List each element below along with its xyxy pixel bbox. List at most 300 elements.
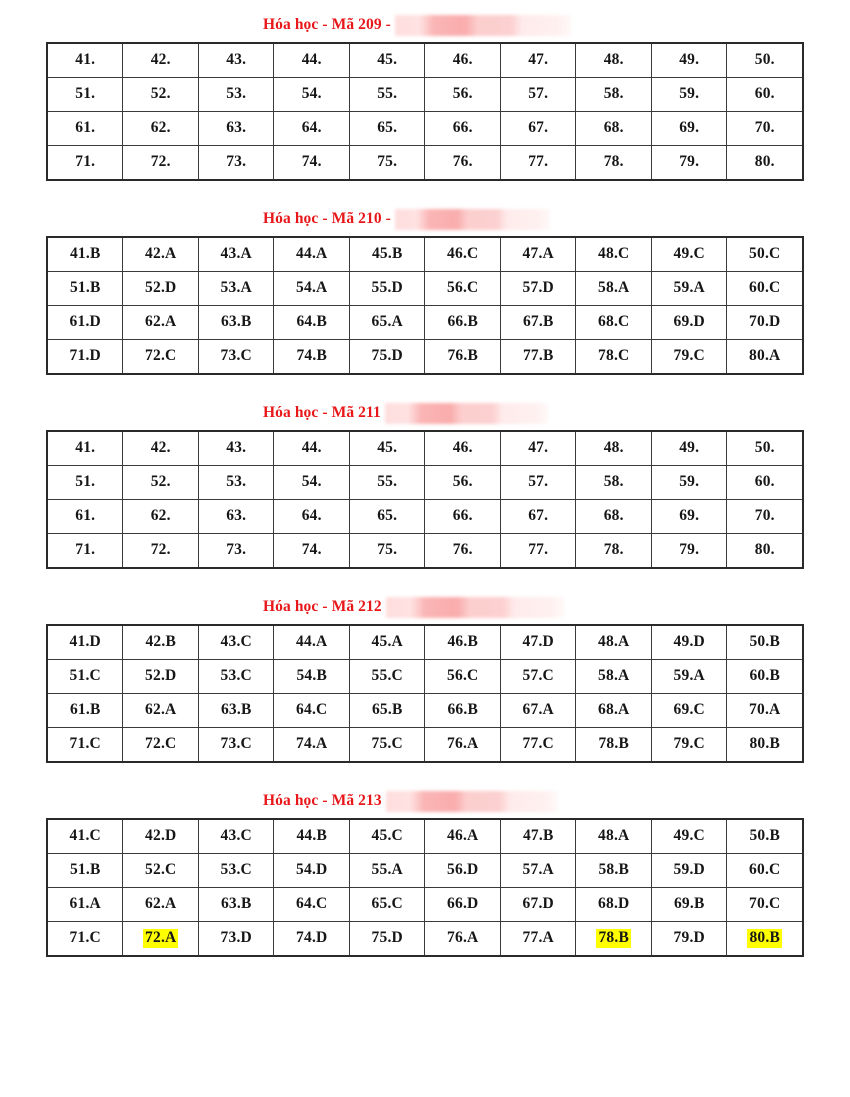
answer-value: 66. xyxy=(452,507,473,525)
answer-value: 47. xyxy=(528,439,549,457)
answer-cell xyxy=(651,146,727,181)
answer-cell xyxy=(425,728,501,763)
answer-value: 61. xyxy=(75,119,96,137)
answer-cell xyxy=(274,306,350,340)
answer-value: 69. xyxy=(679,119,700,137)
answer-cell xyxy=(123,340,199,375)
answer-cell xyxy=(274,237,350,272)
answer-cell xyxy=(425,43,501,78)
answer-value: 70. xyxy=(754,507,775,525)
section-header-211 xyxy=(0,396,850,430)
answer-cell xyxy=(349,500,425,534)
answer-cell xyxy=(47,625,123,660)
answer-cell xyxy=(349,237,425,272)
answer-value: 54.A xyxy=(296,279,328,297)
answer-cell xyxy=(123,146,199,181)
answer-value: 50.B xyxy=(749,827,780,845)
answer-value: 59. xyxy=(679,473,700,491)
answer-section-213 xyxy=(0,784,850,978)
answer-cell xyxy=(47,306,123,340)
table-row xyxy=(47,534,803,569)
answer-value: 68.C xyxy=(598,313,630,331)
answer-cell xyxy=(727,466,803,500)
answer-value: 69. xyxy=(679,507,700,525)
answer-cell xyxy=(576,819,652,854)
answer-value: 68. xyxy=(603,507,624,525)
answer-value: 67.B xyxy=(522,313,554,331)
table-row xyxy=(47,43,803,78)
answer-value: 62. xyxy=(150,119,171,137)
answer-value: 65.A xyxy=(371,313,403,331)
answer-cell xyxy=(123,625,199,660)
answer-cell xyxy=(500,819,576,854)
answer-value: 78. xyxy=(603,541,624,559)
table-row xyxy=(47,854,803,888)
answer-cell xyxy=(425,625,501,660)
answer-cell xyxy=(349,78,425,112)
answer-value: 80.A xyxy=(749,347,781,365)
answer-value: 46.B xyxy=(447,633,478,651)
answer-section-209 xyxy=(0,8,850,202)
answer-cell xyxy=(727,146,803,181)
answer-value: 52.D xyxy=(145,667,177,685)
answer-value: 55. xyxy=(377,85,398,103)
answer-value: 72.C xyxy=(145,347,177,365)
answer-value: 54.D xyxy=(296,861,328,879)
answer-value: 74.D xyxy=(296,929,328,947)
answer-value: 67.D xyxy=(522,895,554,913)
section-header-212 xyxy=(0,590,850,624)
answer-value: 68.D xyxy=(598,895,630,913)
answer-cell xyxy=(500,43,576,78)
answer-value: 71.D xyxy=(69,347,101,365)
answer-cell xyxy=(198,431,274,466)
answer-cell xyxy=(576,272,652,306)
answer-cell xyxy=(576,534,652,569)
answer-cell xyxy=(500,466,576,500)
section-header-209 xyxy=(0,8,850,42)
answer-value: 71.C xyxy=(69,735,101,753)
answer-cell xyxy=(274,431,350,466)
answer-value: 79.D xyxy=(673,929,705,947)
answer-value: 56.C xyxy=(447,279,479,297)
answer-value: 46.A xyxy=(447,827,479,845)
answer-value: 49. xyxy=(679,439,700,457)
answer-cell xyxy=(123,237,199,272)
answer-cell xyxy=(47,237,123,272)
answer-section-210 xyxy=(0,202,850,396)
answer-cell xyxy=(500,78,576,112)
answer-value: 44. xyxy=(301,439,322,457)
answer-value: 61.B xyxy=(69,701,101,719)
answer-value: 73.D xyxy=(220,929,252,947)
answer-cell xyxy=(274,888,350,922)
answer-value: 59.A xyxy=(673,279,705,297)
answer-value: 45.B xyxy=(371,245,403,263)
answer-cell xyxy=(500,728,576,763)
answer-cell xyxy=(500,854,576,888)
answer-cell xyxy=(500,306,576,340)
answer-value: 66.B xyxy=(447,313,478,331)
answer-cell xyxy=(425,466,501,500)
answer-value: 75. xyxy=(377,541,398,559)
answer-cell xyxy=(47,43,123,78)
answer-cell xyxy=(47,888,123,922)
answer-value: 60.C xyxy=(749,861,781,879)
answer-section-211 xyxy=(0,396,850,590)
answer-value: 75.D xyxy=(371,347,403,365)
answer-value: 52. xyxy=(150,85,171,103)
answer-table-211 xyxy=(46,430,804,569)
answer-cell xyxy=(198,340,274,375)
table-row xyxy=(47,146,803,181)
answer-cell xyxy=(651,534,727,569)
table-row xyxy=(47,466,803,500)
answer-cell xyxy=(47,854,123,888)
answer-value: 41.B xyxy=(69,245,101,263)
answer-value: 77.B xyxy=(522,347,554,365)
answer-value: 42.A xyxy=(145,245,177,263)
answer-cell xyxy=(651,306,727,340)
answer-value: 46.C xyxy=(447,245,479,263)
answer-cell xyxy=(500,888,576,922)
answer-value: 64.C xyxy=(296,895,328,913)
answer-value: 42. xyxy=(150,51,171,69)
answer-value: 49.D xyxy=(673,633,705,651)
answer-value: 78.C xyxy=(598,347,630,365)
answer-cell xyxy=(500,534,576,569)
answer-value: 41. xyxy=(75,51,96,69)
answer-cell xyxy=(349,694,425,728)
answer-value: 43. xyxy=(226,51,247,69)
answer-value: 51. xyxy=(75,85,96,103)
answer-cell xyxy=(727,922,803,957)
answer-value: 78. xyxy=(603,153,624,171)
answer-cell xyxy=(47,728,123,763)
answer-cell xyxy=(651,78,727,112)
answer-value: 41.D xyxy=(69,633,101,651)
answer-value: 73. xyxy=(226,541,247,559)
answer-cell xyxy=(500,112,576,146)
section-spacer xyxy=(0,569,850,590)
answer-cell xyxy=(349,431,425,466)
answer-value: 77. xyxy=(528,153,549,171)
section-header-210 xyxy=(0,202,850,236)
answer-cell xyxy=(425,78,501,112)
answer-value: 65.C xyxy=(371,895,403,913)
answer-value: 46. xyxy=(452,439,473,457)
answer-cell xyxy=(349,306,425,340)
answer-value: 56. xyxy=(452,85,473,103)
answer-cell xyxy=(425,922,501,957)
answer-cell xyxy=(349,534,425,569)
answer-cell xyxy=(727,625,803,660)
answer-cell xyxy=(198,466,274,500)
answer-value: 57.C xyxy=(522,667,554,685)
answer-value: 41. xyxy=(75,439,96,457)
answer-cell xyxy=(500,340,576,375)
answer-value: 72. xyxy=(150,541,171,559)
answer-cell xyxy=(47,819,123,854)
answer-value: 63. xyxy=(226,507,247,525)
answer-cell xyxy=(198,625,274,660)
answer-cell xyxy=(576,888,652,922)
answer-cell xyxy=(123,43,199,78)
answer-cell xyxy=(727,819,803,854)
answer-value: 77.C xyxy=(522,735,554,753)
answer-value: 55.A xyxy=(371,861,403,879)
answer-value: 62. xyxy=(150,507,171,525)
answer-value: 63. xyxy=(226,119,247,137)
answer-cell xyxy=(198,728,274,763)
answer-value: 78.B xyxy=(598,735,629,753)
answer-cell xyxy=(274,625,350,660)
answer-cell xyxy=(123,888,199,922)
answer-value: 48. xyxy=(603,51,624,69)
answer-value: 66.D xyxy=(447,895,479,913)
answer-cell xyxy=(425,500,501,534)
answer-cell xyxy=(651,112,727,146)
answer-value: 51.C xyxy=(69,667,101,685)
answer-cell xyxy=(198,534,274,569)
answer-cell xyxy=(349,625,425,660)
answer-cell xyxy=(727,340,803,375)
table-row xyxy=(47,660,803,694)
answer-cell xyxy=(727,660,803,694)
answer-cell xyxy=(500,146,576,181)
answer-value: 73. xyxy=(226,153,247,171)
answer-value: 45.C xyxy=(371,827,403,845)
answer-value: 46. xyxy=(452,51,473,69)
answer-value: 47.A xyxy=(522,245,554,263)
answer-value: 68.A xyxy=(598,701,630,719)
answer-value: 50.C xyxy=(749,245,781,263)
section-spacer xyxy=(0,181,850,202)
answer-cell xyxy=(274,112,350,146)
answer-cell xyxy=(198,660,274,694)
answer-value: 45. xyxy=(377,439,398,457)
answer-table-209 xyxy=(46,42,804,181)
answer-value: 66. xyxy=(452,119,473,137)
table-row xyxy=(47,340,803,375)
answer-cell xyxy=(123,660,199,694)
answer-cell xyxy=(425,340,501,375)
table-row xyxy=(47,625,803,660)
answer-cell xyxy=(727,272,803,306)
answer-section-212 xyxy=(0,590,850,784)
section-spacer xyxy=(0,375,850,396)
answer-table-212 xyxy=(46,624,804,763)
answer-cell xyxy=(651,694,727,728)
answer-cell xyxy=(651,660,727,694)
table-row xyxy=(47,500,803,534)
answer-cell xyxy=(576,340,652,375)
answer-cell xyxy=(349,146,425,181)
answer-cell xyxy=(274,466,350,500)
answer-cell xyxy=(500,500,576,534)
answer-value: 63.B xyxy=(220,313,252,331)
answer-cell xyxy=(274,340,350,375)
answer-value: 62.A xyxy=(145,313,177,331)
answer-value-highlighted: 80.B xyxy=(749,929,780,947)
answer-cell xyxy=(123,500,199,534)
answer-cell xyxy=(425,534,501,569)
answer-cell xyxy=(576,43,652,78)
answer-cell xyxy=(198,237,274,272)
answer-value: 76.A xyxy=(447,929,479,947)
answer-cell xyxy=(651,466,727,500)
answer-cell xyxy=(123,922,199,957)
answer-value: 45. xyxy=(377,51,398,69)
answer-cell xyxy=(274,728,350,763)
answer-cell xyxy=(198,854,274,888)
answer-value: 61.D xyxy=(69,313,101,331)
answer-value: 76.B xyxy=(447,347,478,365)
answer-cell xyxy=(47,500,123,534)
answer-cell xyxy=(47,112,123,146)
answer-cell xyxy=(274,660,350,694)
answer-cell xyxy=(198,888,274,922)
answer-value: 43. xyxy=(226,439,247,457)
answer-cell xyxy=(349,922,425,957)
answer-value: 58. xyxy=(603,473,624,491)
answer-cell xyxy=(727,534,803,569)
answer-cell xyxy=(576,466,652,500)
answer-cell xyxy=(500,660,576,694)
answer-value: 54.B xyxy=(296,667,327,685)
answer-cell xyxy=(576,694,652,728)
answer-value: 55.C xyxy=(371,667,403,685)
answer-cell xyxy=(651,888,727,922)
section-title-213: Hóa học - Mã 213 xyxy=(263,792,382,809)
answer-cell xyxy=(727,500,803,534)
answer-value: 48. xyxy=(603,439,624,457)
answer-value: 59.A xyxy=(673,667,705,685)
answer-cell xyxy=(500,272,576,306)
answer-value: 65. xyxy=(377,119,398,137)
answer-value: 73.C xyxy=(220,735,252,753)
answer-value: 76. xyxy=(452,541,473,559)
answer-value: 60.C xyxy=(749,279,781,297)
answer-value: 58.A xyxy=(598,279,630,297)
answer-value: 58.B xyxy=(598,861,629,879)
answer-cell xyxy=(123,272,199,306)
answer-value: 80. xyxy=(754,541,775,559)
answer-value: 61. xyxy=(75,507,96,525)
section-spacer xyxy=(0,957,850,978)
answer-cell xyxy=(47,660,123,694)
answer-cell xyxy=(198,819,274,854)
answer-value: 43.C xyxy=(220,633,252,651)
answer-cell xyxy=(349,819,425,854)
answer-value: 69.B xyxy=(673,895,705,913)
answer-value: 53. xyxy=(226,473,247,491)
answer-value: 72. xyxy=(150,153,171,171)
answer-cell xyxy=(274,500,350,534)
section-title-211: Hóa học - Mã 211 xyxy=(263,404,381,421)
answer-cell xyxy=(651,728,727,763)
answer-value: 52.C xyxy=(145,861,177,879)
answer-cell xyxy=(349,466,425,500)
table-row xyxy=(47,922,803,957)
answer-cell xyxy=(198,500,274,534)
table-row xyxy=(47,694,803,728)
answer-value: 79.C xyxy=(673,735,705,753)
table-row xyxy=(47,112,803,146)
answer-value: 75.C xyxy=(371,735,403,753)
answer-value: 76. xyxy=(452,153,473,171)
answer-cell xyxy=(198,43,274,78)
answer-value: 77. xyxy=(528,541,549,559)
answer-cell xyxy=(576,625,652,660)
answer-cell xyxy=(576,306,652,340)
answer-value: 79. xyxy=(679,153,700,171)
answer-cell xyxy=(198,272,274,306)
answer-cell xyxy=(123,78,199,112)
answer-value: 61.A xyxy=(69,895,101,913)
answer-cell xyxy=(123,306,199,340)
answer-value: 57.D xyxy=(522,279,554,297)
answer-value: 70.A xyxy=(749,701,781,719)
answer-value: 48.C xyxy=(598,245,630,263)
answer-value: 53.C xyxy=(220,667,252,685)
answer-cell xyxy=(123,854,199,888)
answer-cell xyxy=(425,431,501,466)
answer-cell xyxy=(576,112,652,146)
answer-value: 69.C xyxy=(673,701,705,719)
answer-cell xyxy=(47,466,123,500)
answer-value: 44.A xyxy=(296,633,328,651)
answer-cell xyxy=(500,694,576,728)
answer-cell xyxy=(425,272,501,306)
answer-value: 67. xyxy=(528,119,549,137)
answer-value: 74.B xyxy=(296,347,327,365)
answer-value: 75.D xyxy=(371,929,403,947)
answer-value: 59. xyxy=(679,85,700,103)
table-row xyxy=(47,819,803,854)
answer-cell xyxy=(123,819,199,854)
answer-cell xyxy=(576,431,652,466)
answer-cell xyxy=(198,306,274,340)
answer-cell xyxy=(425,888,501,922)
answer-value: 65. xyxy=(377,507,398,525)
answer-cell xyxy=(727,728,803,763)
answer-cell xyxy=(274,272,350,306)
answer-value: 52.D xyxy=(145,279,177,297)
answer-value: 47.D xyxy=(522,633,554,651)
answer-cell xyxy=(500,625,576,660)
answer-value: 44. xyxy=(301,51,322,69)
answer-value: 80.B xyxy=(749,735,780,753)
answer-cell xyxy=(500,431,576,466)
answer-cell xyxy=(349,43,425,78)
answer-cell xyxy=(576,237,652,272)
answer-cell xyxy=(727,888,803,922)
answer-value: 49.C xyxy=(673,245,705,263)
answer-cell xyxy=(425,306,501,340)
table-row xyxy=(47,272,803,306)
answer-value: 64. xyxy=(301,507,322,525)
answer-table-213 xyxy=(46,818,804,957)
answer-cell xyxy=(349,660,425,694)
answer-cell xyxy=(425,854,501,888)
answer-value: 62.A xyxy=(145,701,177,719)
answer-cell xyxy=(349,272,425,306)
answer-value: 70. xyxy=(754,119,775,137)
answer-cell xyxy=(651,43,727,78)
answer-value: 50. xyxy=(754,51,775,69)
answer-cell xyxy=(274,146,350,181)
